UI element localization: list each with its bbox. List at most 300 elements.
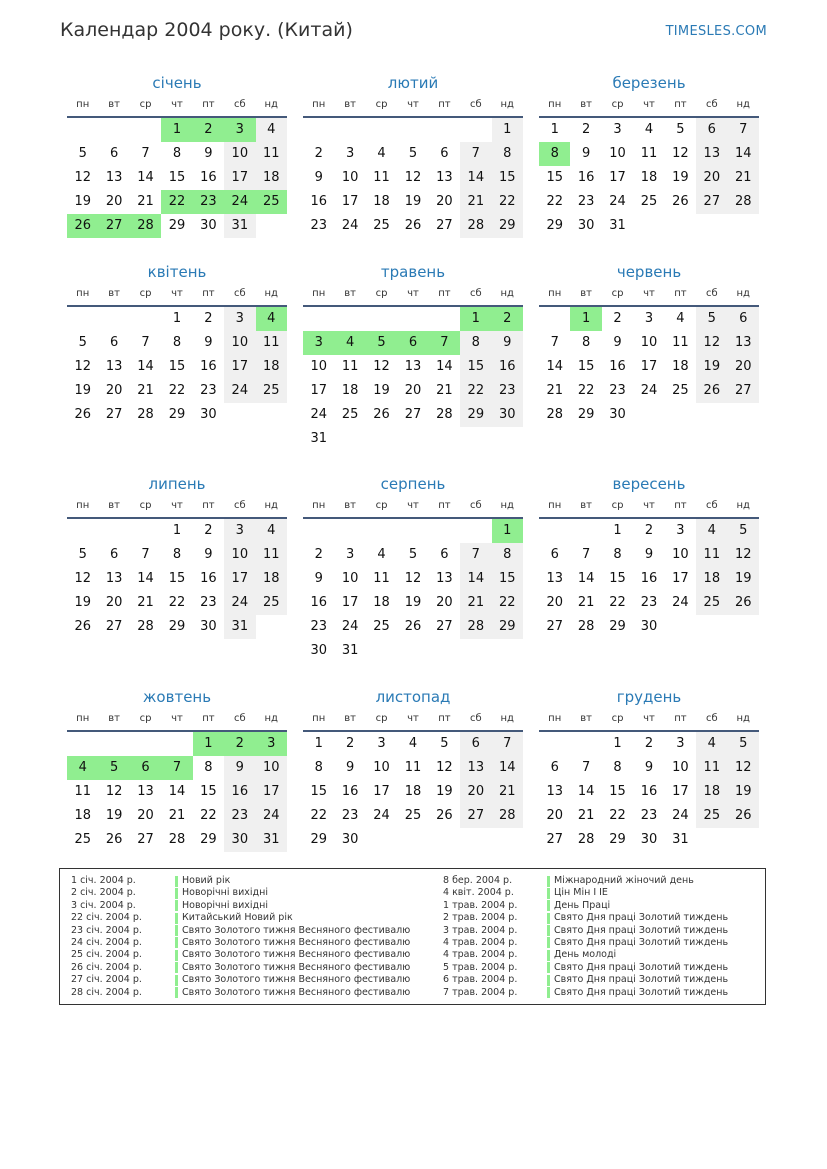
day-cell: 5 (366, 331, 397, 355)
day-cell: 27 (137, 832, 154, 847)
day-cell: 21 (546, 383, 563, 398)
day-cell: 22 (168, 383, 186, 398)
day-cell: 29 (460, 403, 491, 427)
empty-cell (539, 307, 570, 331)
weekday-header (539, 94, 759, 118)
day-cell: 20 (105, 194, 123, 209)
legend-color-marker (175, 888, 178, 899)
day-cell: 6 (109, 547, 119, 562)
legend-holiday-name: Свято Золотого тижня Весняного фестивалю (182, 974, 411, 986)
weekday-header (303, 495, 523, 519)
day-cell: 19 (105, 808, 123, 823)
day-cell: 7 (161, 756, 192, 780)
day-cell: 10 (672, 760, 689, 775)
day-cell: 5 (728, 519, 759, 543)
month-1 (67, 72, 287, 238)
legend-row (443, 974, 728, 986)
empty-cell (366, 118, 397, 142)
day-cell: 3 (256, 732, 287, 756)
day-cell: 12 (74, 359, 91, 374)
day-cell: 18 (373, 595, 390, 610)
day-cell: 28 (460, 214, 491, 238)
day-cell: 14 (546, 359, 563, 374)
day-cell: 10 (310, 359, 327, 374)
month-name: листопад (375, 688, 451, 706)
weekday-header (539, 708, 759, 732)
day-cell: 23 (200, 595, 217, 610)
day-cell: 16 (310, 595, 327, 610)
day-grid (303, 519, 523, 663)
day-cell: 24 (224, 190, 255, 214)
weekday-label: ср (611, 288, 624, 299)
day-cell: 24 (373, 808, 390, 823)
day-cell: 6 (550, 760, 559, 775)
day-cell: 9 (644, 760, 654, 775)
empty-cell (130, 732, 161, 756)
day-cell: 30 (640, 619, 658, 634)
day-cell: 5 (78, 547, 87, 562)
day-cell: 23 (224, 804, 255, 828)
weekday-label: чт (643, 500, 655, 511)
weekday-header (67, 495, 287, 519)
day-cell: 4 (377, 146, 386, 161)
empty-cell (303, 118, 334, 142)
day-cell: 17 (672, 784, 689, 799)
day-cell: 29 (168, 407, 186, 422)
day-cell: 19 (373, 383, 390, 398)
day-cell: 27 (98, 214, 129, 238)
month-name: березень (612, 74, 686, 92)
day-cell: 14 (436, 359, 453, 374)
weekday-label: вт (108, 713, 120, 724)
day-cell: 15 (168, 170, 186, 185)
day-cell: 31 (310, 431, 327, 446)
legend-holiday-name: День Праці (554, 899, 611, 911)
legend-row (71, 900, 410, 912)
day-cell: 23 (577, 194, 595, 209)
month-name: лютий (387, 74, 439, 92)
day-cell: 9 (204, 547, 213, 562)
day-cell: 23 (609, 383, 626, 398)
day-cell: 7 (460, 543, 491, 567)
day-cell: 24 (672, 808, 689, 823)
empty-cell (130, 519, 161, 543)
legend-holiday-name: Свято Золотого тижня Весняного фестивалю (182, 961, 411, 973)
day-cell: 18 (640, 170, 658, 185)
weekday-label: вт (108, 99, 120, 110)
day-cell: 15 (609, 571, 626, 586)
legend-date: 28 січ. 2004 р. (71, 986, 142, 998)
empty-cell (334, 118, 365, 142)
weekday-label: нд (264, 99, 278, 110)
month-7 (67, 473, 287, 639)
day-cell: 26 (74, 619, 91, 634)
weekday-label: ср (139, 99, 152, 110)
day-cell: 8 (314, 760, 323, 775)
weekday-label: сб (233, 500, 246, 511)
day-cell: 25 (341, 407, 359, 422)
legend-row (71, 887, 410, 899)
day-cell: 29 (577, 407, 595, 422)
empty-cell (130, 118, 161, 142)
weekday-label: нд (264, 713, 278, 724)
day-cell: 10 (609, 146, 626, 161)
day-cell: 12 (373, 359, 390, 374)
weekday-label: пн (548, 500, 562, 511)
day-cell: 12 (74, 170, 91, 185)
day-cell: 11 (373, 571, 390, 586)
legend-date: 6 трав. 2004 р. (443, 974, 518, 986)
day-cell: 22 (546, 194, 563, 209)
day-cell: 26 (672, 194, 689, 209)
empty-cell (429, 519, 460, 543)
legend-color-marker (175, 950, 178, 961)
weekday-label: сб (233, 99, 246, 110)
empty-cell (98, 118, 129, 142)
empty-cell (429, 118, 460, 142)
day-cell: 16 (640, 784, 658, 799)
month-name: грудень (616, 688, 682, 706)
day-cell: 29 (492, 615, 523, 639)
day-cell: 15 (577, 359, 595, 374)
day-cell: 11 (256, 543, 287, 567)
day-cell: 8 (172, 146, 182, 161)
weekday-label: нд (736, 288, 750, 299)
day-cell: 28 (460, 615, 491, 639)
weekday-label: чт (171, 99, 183, 110)
weekday-label: вт (580, 288, 592, 299)
day-cell: 1 (193, 732, 224, 756)
day-cell: 25 (672, 383, 689, 398)
weekday-label: ср (611, 500, 624, 511)
weekday-label: нд (500, 288, 514, 299)
weekday-label: нд (736, 99, 750, 110)
day-cell: 15 (492, 567, 523, 591)
weekday-label: сб (705, 500, 718, 511)
legend-date: 25 січ. 2004 р. (71, 949, 142, 961)
day-cell: 8 (492, 543, 523, 567)
day-cell: 14 (492, 756, 523, 780)
day-cell: 3 (345, 146, 355, 161)
day-cell: 22 (577, 383, 595, 398)
day-cell: 23 (640, 808, 658, 823)
month-name: жовтень (142, 688, 212, 706)
day-cell: 2 (644, 523, 654, 538)
weekday-label: сб (233, 288, 246, 299)
month-2 (303, 72, 523, 238)
day-cell: 27 (436, 619, 453, 634)
day-cell: 5 (98, 756, 129, 780)
month-name: квітень (147, 263, 207, 281)
day-cell: 14 (137, 359, 154, 374)
month-3 (539, 72, 759, 238)
legend-color-marker (547, 900, 550, 911)
day-cell: 9 (613, 335, 622, 350)
day-cell: 4 (256, 307, 287, 331)
weekday-header (539, 283, 759, 307)
day-cell: 16 (492, 355, 523, 379)
day-cell: 1 (172, 523, 182, 538)
day-cell: 3 (644, 311, 654, 326)
day-grid (303, 307, 523, 451)
empty-cell (460, 118, 491, 142)
empty-cell (130, 307, 161, 331)
day-cell: 20 (436, 595, 453, 610)
empty-cell (67, 519, 98, 543)
empty-cell (397, 307, 428, 331)
day-cell: 8 (172, 547, 182, 562)
day-cell: 16 (200, 571, 217, 586)
empty-cell (98, 307, 129, 331)
legend-date: 4 трав. 2004 р. (443, 949, 518, 961)
day-cell: 27 (105, 619, 123, 634)
legend-row (71, 987, 410, 999)
empty-cell (460, 519, 491, 543)
empty-cell (98, 519, 129, 543)
weekday-label: ср (139, 500, 152, 511)
day-cell: 5 (408, 146, 418, 161)
day-cell: 3 (224, 519, 255, 543)
day-cell: 19 (436, 784, 453, 799)
holiday-legend (59, 868, 766, 1005)
day-cell: 11 (696, 543, 727, 567)
legend-row (443, 887, 728, 899)
day-cell: 17 (224, 355, 255, 379)
weekday-label: пт (202, 713, 215, 724)
day-cell: 28 (130, 214, 161, 238)
day-grid (303, 732, 523, 852)
month-8 (303, 473, 523, 663)
weekday-label: пт (438, 713, 451, 724)
day-cell: 29 (168, 619, 186, 634)
legend-date: 26 січ. 2004 р. (71, 961, 142, 973)
day-cell: 11 (341, 359, 359, 374)
day-cell: 18 (404, 784, 422, 799)
day-grid (303, 118, 523, 238)
day-cell: 5 (78, 146, 87, 161)
legend-row (443, 925, 728, 937)
day-cell: 28 (492, 804, 523, 828)
day-cell: 21 (492, 780, 523, 804)
day-cell: 24 (256, 804, 287, 828)
weekday-label: ср (375, 713, 388, 724)
day-cell: 11 (404, 760, 422, 775)
day-cell: 18 (256, 355, 287, 379)
day-cell: 1 (492, 519, 523, 543)
empty-cell (67, 118, 98, 142)
day-cell: 24 (341, 619, 359, 634)
weekday-header (303, 94, 523, 118)
day-cell: 27 (696, 190, 727, 214)
legend-date: 2 трав. 2004 р. (443, 912, 518, 924)
day-cell: 15 (546, 170, 563, 185)
day-cell: 18 (256, 567, 287, 591)
day-cell: 1 (613, 736, 622, 751)
legend-date: 5 трав. 2004 р. (443, 961, 518, 973)
day-cell: 30 (200, 619, 217, 634)
day-cell: 15 (310, 784, 327, 799)
day-cell: 3 (303, 331, 334, 355)
month-6 (539, 261, 759, 427)
weekday-label: пт (674, 288, 687, 299)
day-grid (539, 118, 759, 238)
legend-holiday-name: Свято Золотого тижня Весняного фестивалю (182, 949, 411, 961)
day-cell: 19 (696, 355, 727, 379)
day-cell: 25 (256, 379, 287, 403)
day-cell: 22 (609, 595, 626, 610)
day-cell: 22 (492, 190, 523, 214)
legend-row (71, 962, 410, 974)
day-cell: 30 (492, 403, 523, 427)
weekday-label: ср (139, 288, 152, 299)
day-cell: 10 (341, 571, 359, 586)
day-cell: 2 (193, 118, 224, 142)
weekday-header (67, 708, 287, 732)
day-cell: 12 (728, 756, 759, 780)
day-cell: 23 (200, 383, 217, 398)
day-cell: 30 (200, 407, 217, 422)
day-cell: 2 (644, 736, 654, 751)
day-cell: 17 (224, 166, 255, 190)
legend-row (71, 925, 410, 937)
empty-cell (366, 307, 397, 331)
weekday-label: ср (611, 99, 624, 110)
day-cell: 22 (310, 808, 327, 823)
day-cell: 3 (224, 118, 255, 142)
day-cell: 10 (373, 760, 390, 775)
day-cell: 7 (429, 331, 460, 355)
weekday-label: чт (407, 713, 419, 724)
day-cell: 11 (74, 784, 91, 799)
weekday-label: сб (705, 713, 718, 724)
site-link[interactable]: TIMESLES.COM (665, 24, 767, 39)
legend-row (443, 912, 728, 924)
day-cell: 9 (314, 170, 323, 185)
day-grid (539, 519, 759, 639)
day-cell: 26 (436, 808, 453, 823)
weekday-label: пт (438, 99, 451, 110)
legend-date: 24 січ. 2004 р. (71, 936, 142, 948)
day-cell: 28 (436, 407, 453, 422)
weekday-label: пн (312, 500, 326, 511)
month-9 (539, 473, 759, 639)
day-cell: 28 (137, 407, 154, 422)
day-cell: 31 (341, 643, 359, 658)
day-cell: 1 (492, 118, 523, 142)
empty-cell (67, 307, 98, 331)
day-cell: 30 (640, 832, 658, 847)
day-cell: 16 (577, 170, 595, 185)
weekday-header (303, 708, 523, 732)
weekday-label: нд (500, 713, 514, 724)
day-cell: 10 (224, 543, 255, 567)
legend-row (71, 937, 410, 949)
day-cell: 23 (193, 190, 224, 214)
weekday-label: чт (643, 99, 655, 110)
weekday-header (67, 94, 287, 118)
legend-date: 3 січ. 2004 р. (71, 899, 136, 911)
day-cell: 19 (74, 595, 91, 610)
day-cell: 19 (728, 780, 759, 804)
weekday-label: чт (407, 500, 419, 511)
legend-holiday-name: Новорічні вихідні (182, 899, 268, 911)
legend-date: 7 трав. 2004 р. (443, 986, 518, 998)
weekday-label: чт (643, 288, 655, 299)
day-cell: 19 (672, 170, 689, 185)
weekday-label: вт (344, 500, 356, 511)
weekday-label: вт (580, 713, 592, 724)
day-cell: 6 (397, 331, 428, 355)
legend-holiday-name: Свято Золотого тижня Весняного фестивалю (182, 924, 411, 936)
day-cell: 15 (168, 571, 186, 586)
empty-cell (303, 519, 334, 543)
weekday-label: пн (76, 500, 90, 511)
day-cell: 7 (141, 146, 150, 161)
day-cell: 2 (224, 732, 255, 756)
day-cell: 30 (609, 407, 626, 422)
day-cell: 15 (168, 359, 186, 374)
legend-holiday-name: Свято Золотого тижня Весняного фестивалю (182, 986, 411, 998)
day-cell: 29 (546, 218, 563, 233)
weekday-label: нд (500, 500, 514, 511)
day-cell: 1 (570, 307, 601, 331)
weekday-label: пт (674, 99, 687, 110)
day-cell: 10 (672, 547, 689, 562)
day-cell: 14 (577, 784, 595, 799)
day-cell: 12 (404, 571, 422, 586)
day-cell: 17 (256, 780, 287, 804)
weekday-label: нд (264, 288, 278, 299)
day-cell: 13 (546, 571, 563, 586)
day-cell: 14 (460, 166, 491, 190)
day-cell: 21 (577, 808, 595, 823)
legend-row (71, 912, 410, 924)
empty-cell (429, 307, 460, 331)
weekday-label: ср (375, 288, 388, 299)
day-cell: 1 (172, 311, 182, 326)
day-cell: 22 (200, 808, 217, 823)
day-cell: 21 (460, 190, 491, 214)
day-cell: 24 (672, 595, 689, 610)
empty-cell (539, 732, 570, 756)
day-cell: 18 (74, 808, 91, 823)
day-cell: 24 (609, 194, 626, 209)
legend-row (443, 900, 728, 912)
day-cell: 30 (577, 218, 595, 233)
month-name: червень (616, 263, 682, 281)
month-name: січень (152, 74, 202, 92)
weekday-label: ср (375, 500, 388, 511)
day-cell: 20 (460, 780, 491, 804)
day-cell: 14 (137, 170, 154, 185)
day-cell: 1 (460, 307, 491, 331)
day-cell: 4 (408, 736, 418, 751)
legend-holiday-name: Цін Мін Ⅰ ІЕ (554, 887, 608, 899)
weekday-label: сб (705, 99, 718, 110)
day-cell: 4 (696, 519, 727, 543)
day-cell: 3 (224, 307, 255, 331)
day-cell: 22 (460, 379, 491, 403)
month-11 (303, 686, 523, 852)
day-cell: 9 (204, 335, 213, 350)
weekday-label: пт (674, 713, 687, 724)
weekday-label: вт (344, 99, 356, 110)
legend-row (71, 949, 410, 961)
day-cell: 9 (314, 571, 323, 586)
legend-holiday-name: Свято Дня праці Золотий тиждень (554, 986, 729, 998)
legend-color-marker (547, 937, 550, 948)
legend-color-marker (175, 925, 178, 936)
